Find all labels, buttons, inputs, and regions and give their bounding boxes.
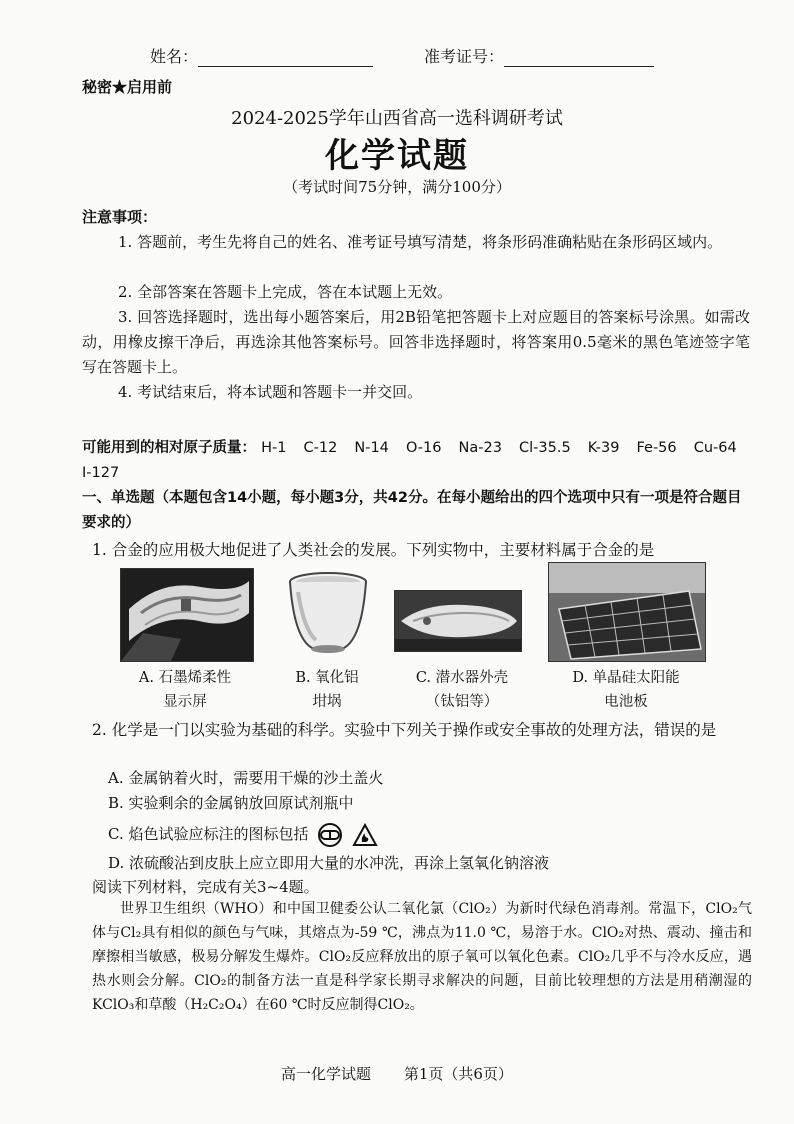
- question-1-stem: 1. 合金的应用极大地促进了人类社会的发展。下列实物中，主要材料属于合金的是: [92, 541, 655, 559]
- q1-option-b: [262, 666, 392, 714]
- name-blank: [198, 52, 373, 67]
- notice-item-1: 1. 答题前，考生先将自己的姓名、准考证号填写清楚，将条形码准确粘贴在条形码区域内。: [118, 233, 723, 251]
- q1-option-d: [546, 666, 706, 714]
- section-1-heading: 一、单选题（本题包含14小题，每小题3分，共42分。在每小题给出的四个选项中只有一项是符合题目要求的）: [82, 490, 742, 531]
- notice-item-4: 4. 考试结束后，将本试题和答题卡一并交回。: [118, 383, 423, 401]
- footer-page-number: 第1页（共6页）: [403, 1065, 513, 1083]
- q2-option-c-text: C. 焰色试验应标注的图标包括: [108, 825, 309, 843]
- q1-option-a-line2: 显示屏: [163, 694, 207, 710]
- q1-option-c: [392, 666, 532, 714]
- q1-option-c-line2: （钛铝等）: [425, 694, 499, 710]
- mass-n: N-14: [354, 440, 389, 456]
- mass-i: I-127: [82, 465, 120, 481]
- notice-item-3: 3. 回答选择题时，选出每小题答案后，用2B铅笔把答题卡上对应题目的答案标号涂黑。如需改动，用橡皮擦干净后，再选涂其他答案标号。回答非选择题时，将答案用0.5毫米的黑色笔迹签字笔写在答题卡上。: [82, 308, 750, 376]
- goggles-icon: [317, 823, 343, 847]
- q1-option-d-line2: 电池板: [604, 694, 648, 710]
- name-field: [150, 44, 373, 67]
- mass-fe: Fe-56: [636, 440, 677, 456]
- q1-option-d-line1: D. 单晶硅太阳能: [572, 670, 680, 686]
- q2-option-a: A. 金属钠着火时，需要用干燥的沙土盖火: [108, 769, 384, 787]
- footer-subject: 高一化学试题: [281, 1065, 372, 1083]
- q1-option-a: [110, 666, 260, 714]
- exam-id-blank: [504, 52, 654, 67]
- name-label: 姓名：: [150, 47, 199, 66]
- q1-option-b-line2: 坩埚: [312, 694, 342, 710]
- solar-panel-photo: [548, 562, 706, 662]
- reading-passage: 世界卫生组织（WHO）和中国卫健委公认二氧化氯（ClO₂）为新时代绿色消毒剂。常温下，ClO₂气体与Cl₂具有相似的颜色与气味，其熔点为-59 ℃，沸点为11.0 ℃，易溶于水。ClO₂对热、震动、撞击和摩擦相当敏感，极易分解发生爆炸。ClO₂反应释放出的原子氧可以氧化色素。ClO₂几乎不与冷水反应，遇热水则会分解。ClO₂的制备方法一直是科学家长期寻求解决的问题，目前比较理想的方法是用稍潮湿的KClO₃和草酸（H₂C₂O₄）在60 ℃时反应制得ClO₂。: [92, 901, 752, 1013]
- atomic-masses-heading: 可能用到的相对原子质量：: [82, 440, 256, 456]
- exam-id-label: 准考证号：: [424, 47, 505, 66]
- mass-cu: Cu-64: [693, 440, 737, 456]
- q2-option-d: D. 浓硫酸沾到皮肤上应立即用大量的水冲洗，再涂上氢氧化钠溶液: [108, 854, 550, 872]
- heat-hazard-icon: [352, 823, 378, 847]
- mass-h: H-1: [261, 440, 287, 456]
- q2-option-c: [108, 822, 378, 847]
- mass-na: Na-23: [458, 440, 502, 456]
- subject-title: 化学试题: [325, 136, 469, 176]
- reading-intro: 阅读下列材料，完成有关3~4题。: [92, 878, 319, 896]
- mass-c: C-12: [303, 440, 338, 456]
- q1-option-c-line1: C. 潜水器外壳: [415, 670, 509, 686]
- q1-option-a-line1: A. 石墨烯柔性: [138, 670, 232, 686]
- confidential-mark: 秘密★启用前: [82, 78, 173, 96]
- mass-k: K-39: [587, 440, 620, 456]
- notice-item-2: 2. 全部答案在答题卡上完成，答在本试题上无效。: [118, 283, 453, 301]
- atomic-masses: [82, 436, 750, 486]
- alumina-crucible-photo: [278, 568, 378, 660]
- exam-meta: （考试时间75分钟，满分100分）: [283, 178, 511, 196]
- mass-cl: Cl-35.5: [519, 440, 571, 456]
- notice-heading: 注意事项：: [82, 208, 158, 226]
- exam-id-field: [424, 44, 654, 67]
- question-2-text: 2. 化学是一门以实验为基础的科学。实验中下列关于操作或安全事故的处理方法，错误的是: [92, 721, 717, 739]
- question-2-stem: [92, 718, 752, 743]
- page-footer: [0, 1063, 794, 1084]
- graphene-display-photo: [120, 568, 254, 662]
- q2-option-b: B. 实验剩余的金属钠放回原试剂瓶中: [108, 794, 354, 812]
- mass-o: O-16: [405, 440, 442, 456]
- submersible-shell-photo: [394, 590, 522, 652]
- exam-title: 2024-2025学年山西省高一选科调研考试: [231, 108, 563, 129]
- q1-option-b-line1: B. 氧化铝: [295, 670, 359, 686]
